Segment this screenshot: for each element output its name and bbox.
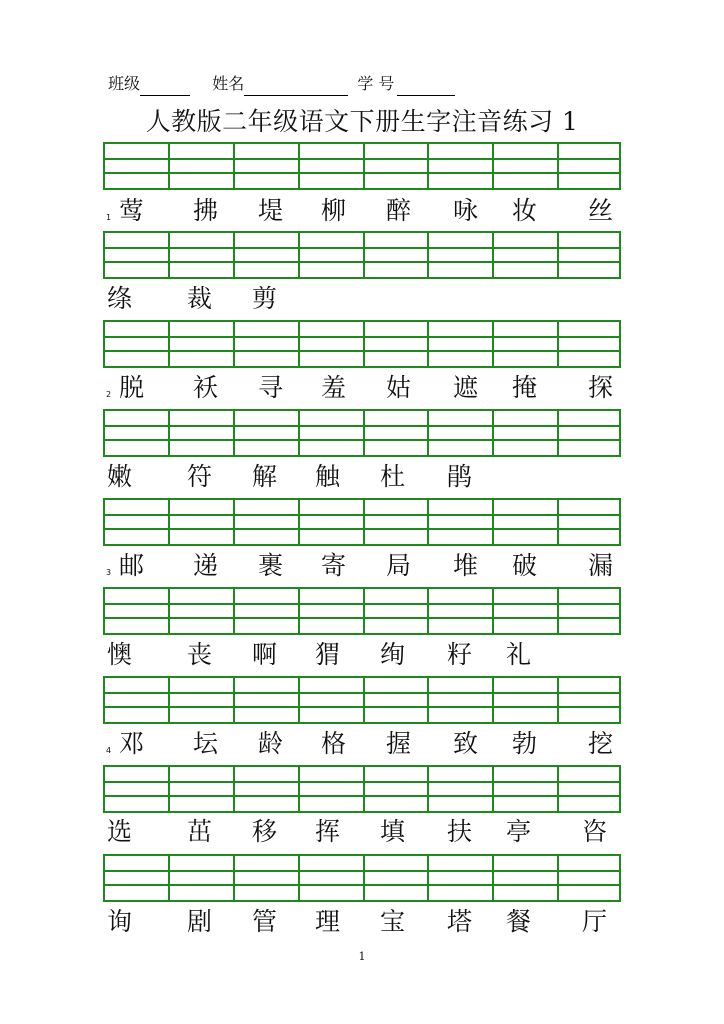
hanzi-character: 餐 — [506, 907, 532, 936]
grid-divider — [557, 678, 559, 722]
grid-divider — [427, 411, 429, 455]
hanzi-character: 挖 — [588, 729, 614, 758]
student-id-blank[interactable] — [397, 77, 455, 96]
hanzi-character: 掩 — [512, 373, 538, 402]
hanzi-character: 遮 — [453, 373, 479, 402]
hanzi-character: 递 — [193, 551, 219, 580]
hanzi-character: 咨 — [582, 817, 608, 846]
grid-divider — [168, 411, 170, 455]
hanzi-character: 寄 — [321, 551, 347, 580]
grid-divider — [233, 411, 235, 455]
hanzi-character: 探 — [588, 373, 614, 402]
page-number: 1 — [358, 950, 366, 963]
hanzi-character: 挥 — [315, 817, 341, 846]
grid-divider — [492, 856, 494, 900]
hanzi-character: 龄 — [258, 729, 284, 758]
pinyin-writing-grid[interactable] — [103, 142, 621, 190]
hanzi-character: 礼 — [506, 640, 532, 669]
pinyin-writing-grid[interactable] — [103, 765, 621, 813]
hanzi-character: 羞 — [321, 373, 347, 402]
hanzi-character: 拂 — [193, 196, 219, 225]
pinyin-writing-grid[interactable] — [103, 320, 621, 368]
grid-divider — [363, 678, 365, 722]
class-blank[interactable] — [140, 77, 190, 96]
hanzi-character: 袄 — [193, 373, 219, 402]
hanzi-character: 柳 — [321, 196, 347, 225]
grid-divider — [233, 678, 235, 722]
character-row — [103, 457, 643, 497]
grid-divider — [363, 589, 365, 633]
grid-divider — [233, 322, 235, 366]
class-label: 班级 — [108, 74, 141, 93]
grid-divider — [168, 678, 170, 722]
hanzi-character: 格 — [321, 729, 347, 758]
hanzi-character: 裹 — [258, 551, 284, 580]
hanzi-character: 鹃 — [447, 462, 473, 491]
hanzi-character: 移 — [252, 817, 278, 846]
grid-divider — [492, 767, 494, 811]
grid-divider — [298, 322, 300, 366]
hanzi-character: 啊 — [252, 640, 278, 669]
grid-divider — [298, 500, 300, 544]
hanzi-character: 剪 — [252, 284, 278, 313]
grid-divider — [168, 767, 170, 811]
grid-divider — [298, 767, 300, 811]
hanzi-character: 漏 — [588, 551, 614, 580]
pinyin-writing-grid[interactable] — [103, 231, 621, 279]
character-row — [103, 902, 643, 942]
grid-divider — [427, 233, 429, 277]
hanzi-character: 邮 — [119, 551, 145, 580]
grid-divider — [492, 144, 494, 188]
grid-divider — [233, 856, 235, 900]
hanzi-character: 亭 — [506, 817, 532, 846]
hanzi-character: 丧 — [187, 640, 213, 669]
hanzi-character: 邓 — [119, 729, 145, 758]
hanzi-character: 懊 — [107, 640, 133, 669]
grid-divider — [233, 233, 235, 277]
grid-divider — [427, 322, 429, 366]
grid-divider — [298, 411, 300, 455]
grid-divider — [168, 233, 170, 277]
grid-divider — [427, 144, 429, 188]
grid-divider — [492, 500, 494, 544]
student-id-label: 学 号 — [357, 74, 395, 93]
hanzi-character: 莺 — [119, 196, 145, 225]
hanzi-character: 破 — [512, 551, 538, 580]
pinyin-writing-grid[interactable] — [103, 409, 621, 457]
grid-divider — [233, 500, 235, 544]
grid-divider — [557, 589, 559, 633]
grid-divider — [427, 856, 429, 900]
hanzi-character: 勃 — [512, 729, 538, 758]
grid-divider — [363, 322, 365, 366]
grid-divider — [233, 767, 235, 811]
grid-divider — [298, 856, 300, 900]
lesson-number: 1 — [106, 213, 112, 222]
hanzi-character: 茁 — [187, 817, 213, 846]
hanzi-character: 管 — [252, 907, 278, 936]
hanzi-character: 剧 — [187, 907, 213, 936]
grid-divider — [168, 500, 170, 544]
hanzi-character: 籽 — [447, 640, 473, 669]
grid-divider — [363, 856, 365, 900]
hanzi-character: 局 — [386, 551, 412, 580]
hanzi-character: 厅 — [582, 907, 608, 936]
grid-divider — [492, 411, 494, 455]
grid-divider — [168, 856, 170, 900]
grid-divider — [492, 233, 494, 277]
hanzi-character: 握 — [386, 729, 412, 758]
worksheet-title: 人教版二年级语文下册生字注音练习 1 — [145, 107, 579, 136]
character-row — [103, 279, 643, 319]
grid-divider — [492, 589, 494, 633]
grid-divider — [427, 589, 429, 633]
hanzi-character: 嫩 — [107, 462, 133, 491]
grid-divider — [427, 767, 429, 811]
hanzi-character: 选 — [107, 817, 133, 846]
hanzi-character: 宝 — [380, 907, 406, 936]
grid-divider — [168, 322, 170, 366]
hanzi-character: 堆 — [453, 551, 479, 580]
name-blank[interactable] — [244, 77, 348, 96]
character-row — [103, 724, 643, 764]
lesson-number: 2 — [106, 390, 112, 399]
hanzi-character: 理 — [315, 907, 341, 936]
hanzi-character: 堤 — [258, 196, 284, 225]
hanzi-character: 杜 — [380, 462, 406, 491]
hanzi-character: 寻 — [258, 373, 284, 402]
hanzi-character: 符 — [187, 462, 213, 491]
character-row — [103, 635, 643, 675]
hanzi-character: 触 — [315, 462, 341, 491]
grid-divider — [427, 500, 429, 544]
pinyin-writing-grid[interactable] — [103, 854, 621, 902]
character-row — [103, 812, 643, 852]
hanzi-character: 填 — [380, 817, 406, 846]
hanzi-character: 扶 — [447, 817, 473, 846]
pinyin-writing-grid[interactable] — [103, 587, 621, 635]
grid-divider — [363, 144, 365, 188]
character-row — [103, 191, 643, 231]
hanzi-character: 致 — [453, 729, 479, 758]
hanzi-character: 询 — [107, 907, 133, 936]
hanzi-character: 咏 — [453, 196, 479, 225]
hanzi-character: 绦 — [107, 284, 133, 313]
hanzi-character: 绚 — [380, 640, 406, 669]
lesson-number: 4 — [106, 746, 112, 755]
grid-divider — [298, 233, 300, 277]
name-label: 姓名 — [212, 74, 245, 93]
grid-divider — [168, 144, 170, 188]
character-row — [103, 546, 643, 586]
grid-divider — [233, 144, 235, 188]
hanzi-character: 妆 — [512, 196, 538, 225]
hanzi-character: 脱 — [119, 373, 145, 402]
grid-divider — [298, 678, 300, 722]
grid-divider — [557, 233, 559, 277]
hanzi-character: 塔 — [447, 907, 473, 936]
grid-divider — [363, 767, 365, 811]
grid-divider — [233, 589, 235, 633]
hanzi-character: 丝 — [588, 196, 614, 225]
hanzi-character: 坛 — [193, 729, 219, 758]
grid-divider — [557, 856, 559, 900]
grid-divider — [492, 678, 494, 722]
hanzi-character: 醉 — [386, 196, 412, 225]
grid-divider — [298, 144, 300, 188]
grid-divider — [557, 500, 559, 544]
pinyin-writing-grid[interactable] — [103, 498, 621, 546]
grid-divider — [557, 322, 559, 366]
grid-divider — [557, 144, 559, 188]
grid-divider — [557, 767, 559, 811]
grid-divider — [168, 589, 170, 633]
grid-divider — [492, 322, 494, 366]
lesson-number: 3 — [106, 568, 112, 577]
grid-divider — [298, 589, 300, 633]
grid-divider — [557, 411, 559, 455]
hanzi-character: 猬 — [315, 640, 341, 669]
hanzi-character: 裁 — [187, 284, 213, 313]
grid-divider — [427, 678, 429, 722]
pinyin-writing-grid[interactable] — [103, 676, 621, 724]
hanzi-character: 解 — [252, 462, 278, 491]
student-info-header — [108, 72, 608, 96]
grid-divider — [363, 233, 365, 277]
grid-divider — [363, 500, 365, 544]
hanzi-character: 姑 — [386, 373, 412, 402]
character-row — [103, 368, 643, 408]
grid-divider — [363, 411, 365, 455]
